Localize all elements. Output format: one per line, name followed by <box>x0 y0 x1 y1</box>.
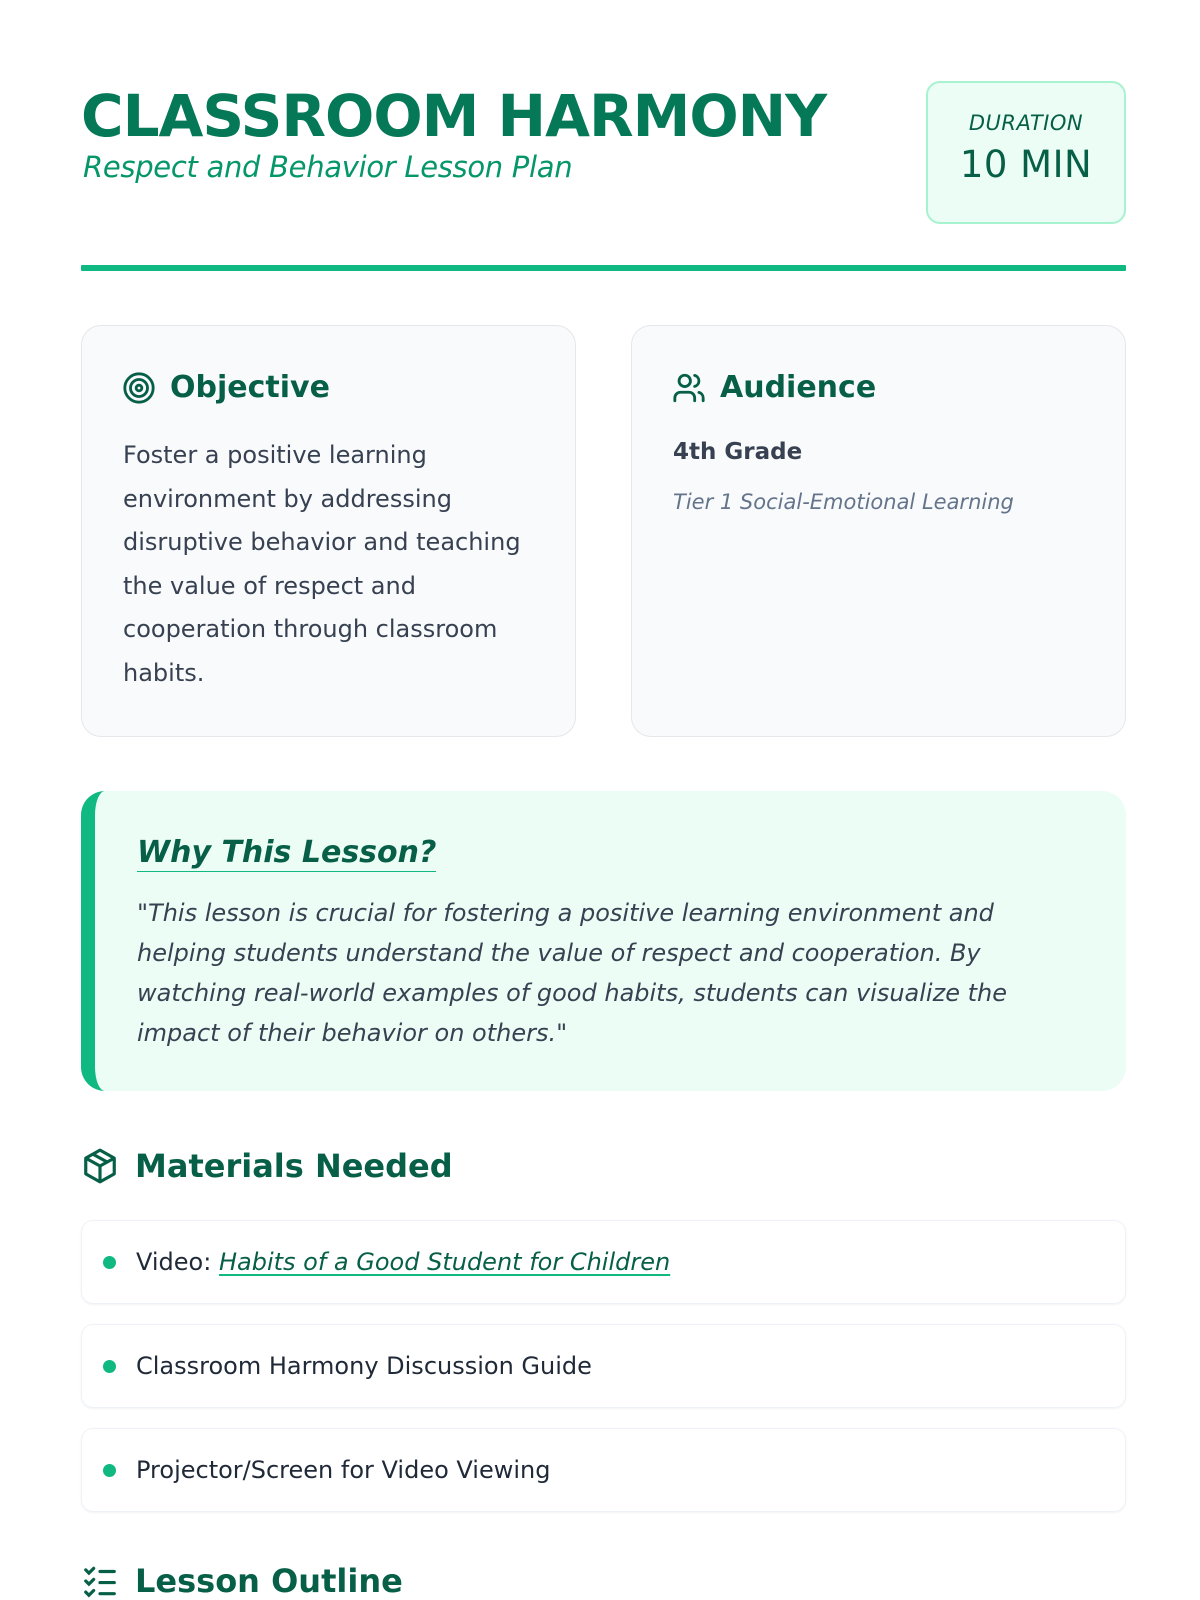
material-text: Classroom Harmony Discussion Guide <box>136 1352 592 1380</box>
target-icon <box>122 371 156 405</box>
objective-header <box>122 370 330 405</box>
material-prefix: Video: <box>136 1248 219 1276</box>
package-icon <box>81 1147 119 1185</box>
material-text: Projector/Screen for Video Viewing <box>136 1456 551 1484</box>
bullet-dot <box>103 1360 116 1373</box>
page-title: CLASSROOM HARMONY <box>81 82 827 150</box>
why-title: Why This Lesson? <box>137 835 437 870</box>
header-divider <box>81 265 1126 271</box>
material-item-projector <box>81 1428 1126 1512</box>
audience-grade: 4th Grade <box>673 439 803 465</box>
outline-header <box>81 1562 403 1600</box>
duration-value: 10 MIN <box>959 143 1093 186</box>
materials-header <box>81 1147 453 1185</box>
objective-card <box>81 325 576 737</box>
why-this-lesson-callout <box>81 791 1126 1091</box>
objective-text: Foster a positive learning environment by addressing disruptive behavior and teaching the value of respect and cooperation through classroom habits. <box>123 441 521 687</box>
lesson-plan-page <box>81 0 1126 1600</box>
header <box>81 0 1126 272</box>
materials-title: Materials Needed <box>135 1147 453 1185</box>
audience-tier: Tier 1 Social-Emotional Learning <box>673 490 1014 514</box>
duration-label: DURATION <box>968 111 1084 135</box>
bullet-dot <box>103 1256 116 1269</box>
page-subtitle: Respect and Behavior Lesson Plan <box>83 150 573 184</box>
duration-badge <box>926 81 1126 224</box>
material-text <box>136 1248 670 1276</box>
list-checks-icon <box>81 1562 119 1600</box>
outline-title: Lesson Outline <box>135 1562 403 1600</box>
info-cards <box>81 325 1126 737</box>
video-link[interactable]: Habits of a Good Student for Children <box>218 1248 671 1276</box>
why-quote: "This lesson is crucial for fostering a positive learning environment and helping students understand the value of respect and cooperation. By watching real-world examples of good habits, students can visualize the impact of their behavior on others." <box>137 899 1007 1047</box>
objective-title: Objective <box>170 370 330 405</box>
audience-card <box>631 325 1126 737</box>
material-item-video <box>81 1220 1126 1304</box>
material-item-guide <box>81 1324 1126 1408</box>
audience-title: Audience <box>720 370 877 405</box>
bullet-dot <box>103 1464 116 1477</box>
audience-header <box>672 370 876 405</box>
users-icon <box>672 371 706 405</box>
